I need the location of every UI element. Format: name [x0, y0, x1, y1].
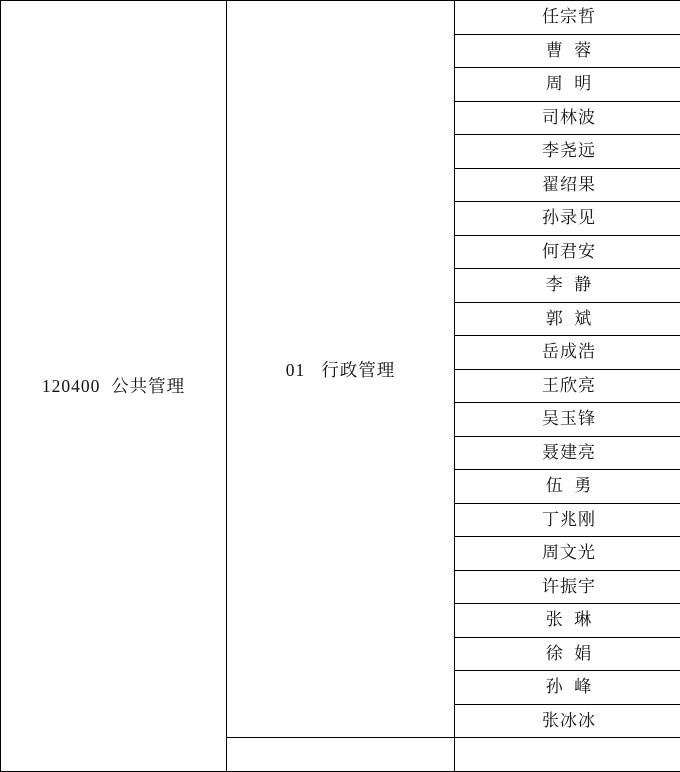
direction-cell: [227, 1, 455, 738]
name-cell: [455, 34, 680, 68]
person-name: 岳成浩: [455, 336, 680, 369]
person-name: 张 琳: [455, 604, 680, 637]
name-cell: [455, 704, 680, 738]
person-name: 孙 峰: [455, 671, 680, 704]
name-cell: [455, 135, 680, 169]
person-name: 吴玉锋: [455, 403, 680, 436]
name-cell: [455, 1, 680, 35]
major-label: 120400 公共管理: [1, 373, 226, 398]
person-name: 李尧远: [455, 135, 680, 168]
name-cell: [455, 101, 680, 135]
person-name: 何君安: [455, 236, 680, 269]
person-name: 伍 勇: [455, 470, 680, 503]
name-cell: [455, 738, 680, 772]
person-name: 周 明: [455, 68, 680, 101]
person-name: 徐 娟: [455, 638, 680, 671]
direction-cell-partial: [227, 738, 455, 772]
person-name: 任宗哲: [455, 1, 680, 34]
major-cell: [1, 1, 227, 772]
person-name: 聂建亮: [455, 437, 680, 470]
name-cell: [455, 302, 680, 336]
table-row: [1, 1, 680, 35]
name-cell: [455, 269, 680, 303]
name-cell: [455, 369, 680, 403]
name-cell: [455, 604, 680, 638]
person-name: 司林波: [455, 102, 680, 135]
person-name: 周文光: [455, 537, 680, 570]
person-name: 丁兆刚: [455, 504, 680, 537]
person-name: 翟绍果: [455, 169, 680, 202]
name-cell: [455, 470, 680, 504]
name-cell: [455, 235, 680, 269]
name-cell: [455, 671, 680, 705]
person-name: 许振宇: [455, 571, 680, 604]
name-cell: [455, 503, 680, 537]
person-name: 张冰冰: [455, 705, 680, 738]
person-name: 郭 斌: [455, 303, 680, 336]
name-cell: [455, 202, 680, 236]
name-cell: [455, 537, 680, 571]
name-cell: [455, 403, 680, 437]
name-cell: [455, 336, 680, 370]
name-cell: [455, 570, 680, 604]
name-cell: [455, 436, 680, 470]
name-cell: [455, 68, 680, 102]
direction-label: 01 行政管理: [227, 357, 454, 382]
person-name: 曹 蓉: [455, 35, 680, 68]
person-name: 孙录见: [455, 202, 680, 235]
table-body: [1, 1, 680, 772]
person-name: 李 静: [455, 269, 680, 302]
person-name: 王欣亮: [455, 370, 680, 403]
name-cell: [455, 168, 680, 202]
name-cell: [455, 637, 680, 671]
